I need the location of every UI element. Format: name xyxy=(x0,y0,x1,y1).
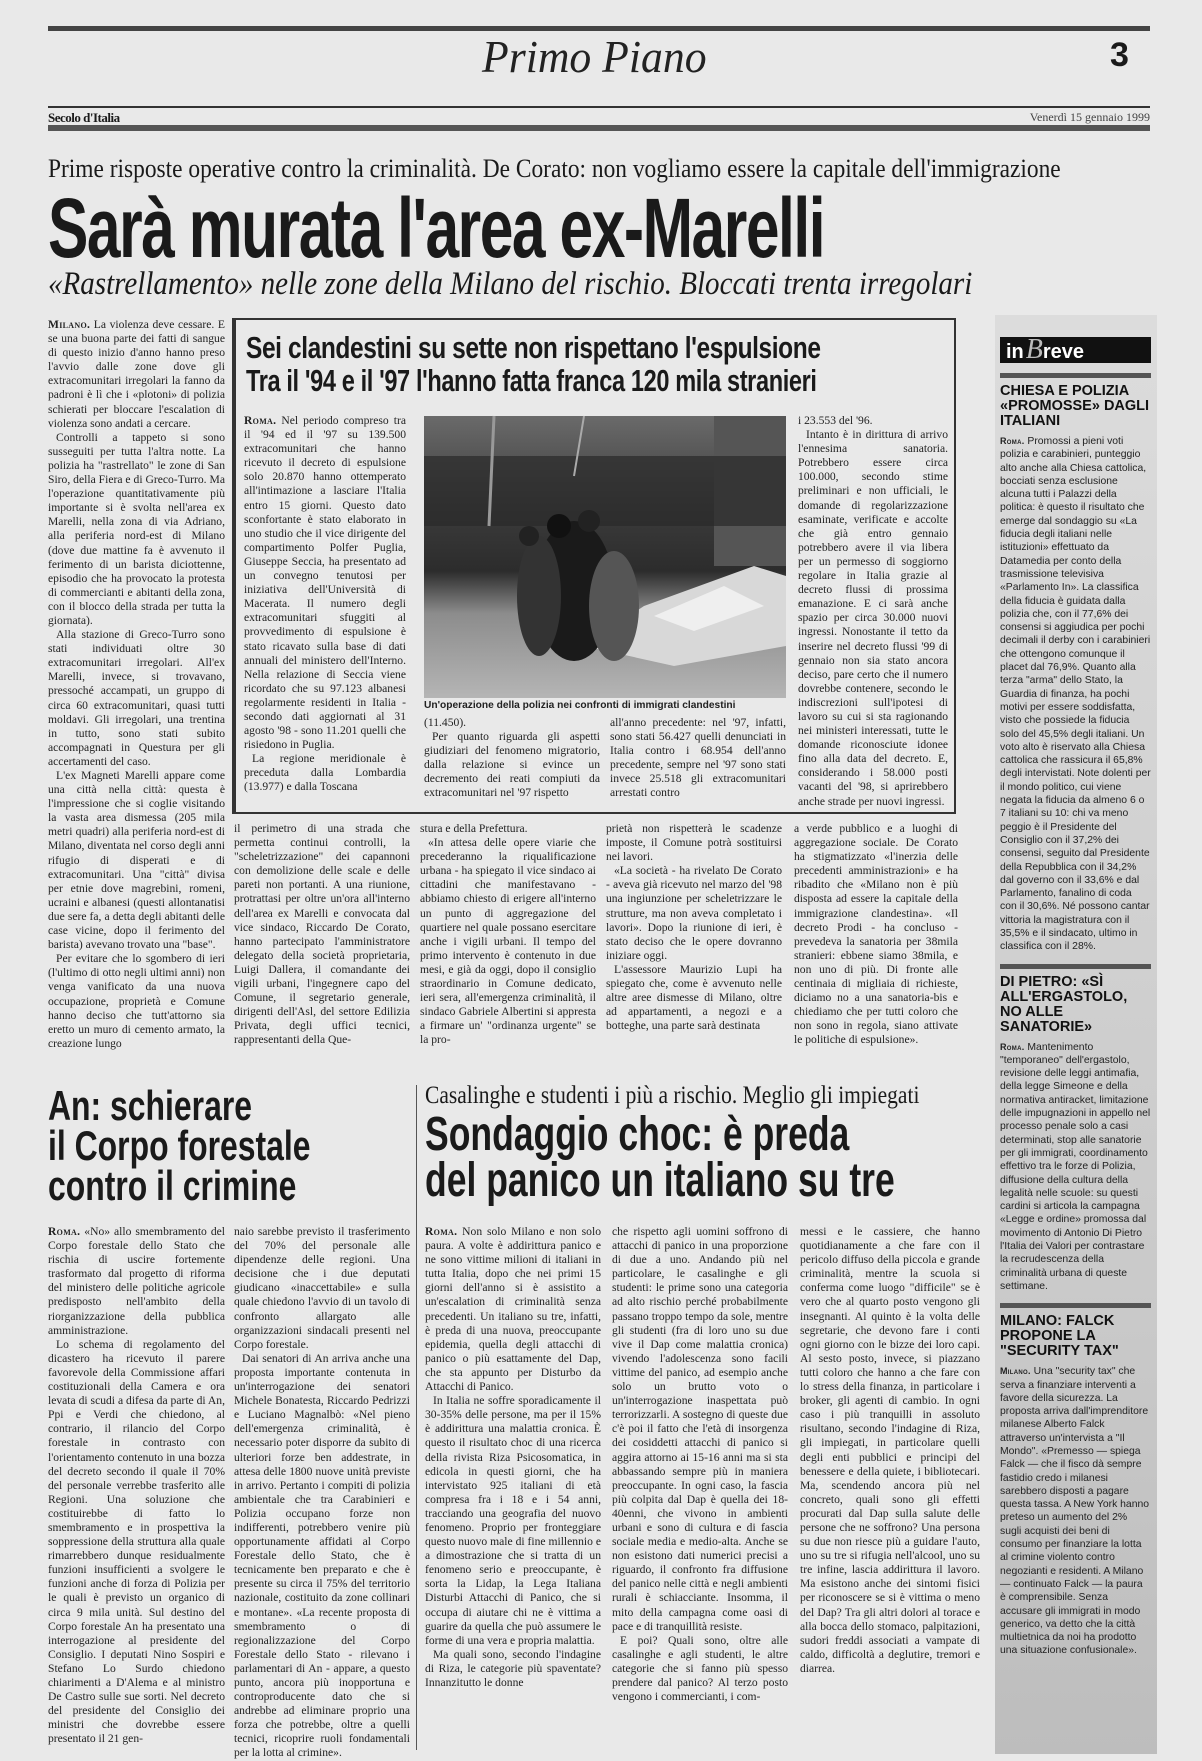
forestale-headline-line: il Corpo forestale xyxy=(48,1122,311,1169)
forestale-paragraph: «No» allo smembramento del Corpo forestale dello Stato che rischia di uscire fortemente trasformato dal progetto di riforma del ministero delle politiche agricole predisposto nell'ambito della riorganizzazione della pubblica amministrazione. xyxy=(48,1225,225,1337)
newspaper-name: Secolo d'Italia xyxy=(48,110,120,125)
section-title xyxy=(470,30,730,83)
sondaggio-paragraph: E poi? Quali sono, oltre alle casalinghe e agli studenti, le altre categorie che si fanno più spesso prendere dal panico? Al terzo posto vengono i commercianti, i com- xyxy=(612,1633,788,1704)
sondaggio-paragraph: In Italia ne soffre sporadicamente il 30-35% delle persone, ma per il 15% è addirittura una malattia cronica. È questo il risultato choc di una ricerca della rivista Riza Psicosomatica, in edicola in questi giorni, che ha intervistato 925 italiani di età compresa fra i 18 e i 54 anni, tracciando una geografia del nuovo fenomeno. Proprio per fronteggiare questo nuovo male di fine millennio e a dimostrazione che si tratta di un fenomeno serio e preoccupante, è sorta la Lidap, la Lega Italiana Disturbi Attacchi di Panico, che si occupa di aiutare chi ne è vittima a guarire da quella che può assumere le forme di una vera e propria malattia. xyxy=(425,1394,601,1647)
masthead-rule-bottom xyxy=(48,125,1150,131)
box-column-1 xyxy=(244,414,406,806)
sondaggio-column-3 xyxy=(800,1225,980,1750)
lead-deck-text: «Rastrellamento» nelle zone della Milano del rischio. Bloccati trenta irregolari xyxy=(48,266,973,302)
sondaggio-paragraph: messi e le cassiere, che hanno quotidianamente a che fare con il pericolo diffuso della piccola e grande criminalità, mentre la scuola si conferma come luogo "difficile" se è vero che al quarto posto vengono gli insegnanti. Al quinto è la volta delle segretarie, che devono fare i conti ogni giorno con le bizze dei loro capi. Al sesto posto, invece, si piazzano tutti coloro che hanno a che fare con lo stress della finanza, in particolare i broker, gli agenti di cambio. In ogni caso i più tranquilli in assoluto risultano, secondo l'indagine di Riza, gli impiegati, in particolare quelli degli enti pubblici e principi del benessere e della quiete, i bibliotecari. Ma, scendendo ancora più nel concreto, quali sono gli effetti procurati dal Dap sulla salute delle persone che ne soffrono? Una persona su due non riesce più a guidare l'auto, uno su tre si rifugia nell'alcool, uno su tre infine, lascia addirittura il lavoro. Ma esistono anche dei sintomi fisici per riconoscere se si è vittima o meno del Dap? Tra gli altri dolori al torace e alla bocca dello stomaco, palpitazioni, sudori freddi associati a vampate di caldo, difficoltà a deglutire, tremori e diarrea. xyxy=(800,1225,980,1675)
brief-title: DI PIETRO: «SÌ ALL'ERGASTOLO, NO ALLE SANATORIE» xyxy=(1000,973,1128,1035)
brief-body: Mantenimento "temporaneo" dell'ergastolo, revisione delle leggi antimafia, della legge Simeone e della normativa antiracket, limitazione delle impugnazioni in appello nel processo penale solo a casi determinati, stop alle sanatorie per gli immigrati, coordinamento effettivo tra le forze di Polizia, diffusione della cultura della legalità nelle scuole: su questi cardini si articola la campagna «Legge e ordine» promossa dal movimento di Antonio Di Pietro l'Italia dei Valori per contrastare la recrudescenza della criminalità urbana di queste settimane. xyxy=(1000,1041,1151,1292)
box-paragraph: all'anno precedente: nel '97, infatti, sono stati 56.427 quelli denunciati in Italia contro i 68.954 dell'anno precedente, sempre nel '97 sono stati invece 25.518 gli extracomunitari arrestati contro xyxy=(610,716,786,800)
lead-paragraph: Controlli a tappeto si sono susseguiti per tutta l'altra notte. La polizia ha "rastrellato" le zone di San Siro, della Fiera e di Greco-Turro. Ma l'operazione quantitativamente più importante si è svolta nell'area ex Marelli, nella zona di via Adriano, alla periferia nord-est di Milano (dove due mattine fa è avvenuto il ferimento di un barista diciottenne, episodio che ha provocato la protesta di commercianti e abitanti della zona, con il blocco della strada per tutta la giornata). xyxy=(48,430,225,627)
page-number: 3 xyxy=(1110,36,1129,74)
lead-paragraph: Per evitare che lo sgombero di ieri (l'ultimo di otto negli ultimi anni) non venga vanificato da una nuova occupazione, proprietà e Comune hanno deciso che tutt'attorno sia eretto un muro di cemento armato, la creazione lungo xyxy=(48,952,225,1050)
lead-paragraph: «In attesa delle opere viarie che precederanno la riqualificazione urbana - ha spiegato il vice sindaco ai cittadini che manifestavano - abbiamo chiesto di erigere all'interno un punto di aggregazione del quartiere nel quale possano esercitare anche i vigili urbani. Il tempo del primo intervento è contenuto in due mesi, e già da oggi, dopo il consiglio straordinario in Comune dedicato, ieri sera, all'emergenza criminalità, il sindaco Gabriele Albertini si appresta a firmare un' "ordinanza urgente" se la pro- xyxy=(420,836,596,1047)
lead-column-4 xyxy=(606,822,782,1064)
lead-paragraph: La violenza deve cessare. E se una buona parte dei fatti di sangue di questo inizio d'anno hanno preso l'avvio dalle zone dove gli extracomunitari irregolari la fanno da padroni è lì che i «plotoni» di polizia schierati per bloccare l'escalation di violenza sono andati a cercare. xyxy=(48,318,225,430)
lead-paragraph: Alla stazione di Greco-Turro sono stati individuati oltre 30 extracomunitari irregolari. All'ex Marelli, invece, si trovavano, pressoché accampati, un gruppo di circa 60 extracomunitari, quasi tutti moldavi. Gli irregolari, una trentina in tutto, sono stati subito accompagnati in Questura per gli accertamenti del caso. xyxy=(48,628,225,768)
box-paragraph: La regione meridionale è preceduta dalla Lombardia (13.977) e dalla Toscana xyxy=(244,752,406,794)
sidebar-divider xyxy=(1000,1303,1151,1308)
police-operation-photo xyxy=(424,416,786,698)
sondaggio-column-1 xyxy=(425,1225,601,1750)
forestale-paragraph: naio sarebbe previsto il trasferimento del 70% del personale alle dipendenze delle regioni. Una decisione che i due deputati giudicano «inaccettabile» e sulla quale chiedono l'avvio di un tavolo di confronto allargato alle organizzazioni sindacali presenti nel Corpo forestale. xyxy=(234,1225,410,1351)
box-column-3 xyxy=(610,716,786,808)
in-breve-logo xyxy=(1000,334,1151,365)
box-headline-1 xyxy=(246,330,973,366)
brief-dateline: Roma. xyxy=(1000,436,1025,446)
brief-dateline: Milano. xyxy=(1000,1366,1031,1377)
forestale-headline-line: contro il crimine xyxy=(48,1162,297,1209)
brief-text xyxy=(1000,435,1151,954)
sidebar-divider xyxy=(1000,373,1151,378)
sondaggio-paragraph: che rispetto agli uomini soffrono di attacchi di panico in una proporzione di due a uno. Andando più nel particolare, le casalinghe e gli studenti: le prime sono una categoria ad alto rischio perché probabilmente passano troppo tempo da sole, mentre gli studenti (fra di loro uno su due vive il Dap come malattia cronica) vivendo l'adolescenza sono facili vittime del panico, ad esempio anche solo un brutto voto o un'interrogazione inaspettata può terrorizzarli. A sostegno di queste due c'è poi il fatto che l'età di insorgenza dei cosiddetti attacchi di panico si aggira attorno ai 15-16 anni ma si sta abbassando sempre più in maniera preoccupante. In ogni caso, la fascia più colpita dal Dap è quella dei 18-40enni, che vivono in ambienti urbani e sono di cultura e di fascia sociale media e medio-alta. Anche se non esistono dati numerici precisi a riguardo, il confronto fra diffusione del panico nelle città e negli ambienti rurali è schiacciante. Insomma, il mito della campagna come oasi di pace e di tranquillità resiste. xyxy=(612,1225,788,1633)
forestale-column-2 xyxy=(234,1225,410,1760)
lead-paragraph: prietà non rispetterà le scadenze imposte, il Comune potrà sostituirsi nei lavori. xyxy=(606,822,782,864)
section-title-text: Primo Piano xyxy=(481,31,707,82)
sondaggio-paragraph: Non solo Milano e non solo paura. A volte è addirittura panico e ne sono vittime milioni di italiani in tutta Italia, dopo che nei primi 15 giorni dell'anno si è assistito a un'escalation di criminalità senza precedenti. Un italiano su tre, infatti, è preda di una nuova, preoccupante epidemia, quella degli attacchi di panico o più esattamente del Dap, che sta appunto per Disturbo da Attacchi di Panico. xyxy=(425,1225,601,1394)
lead-column-2 xyxy=(234,822,410,1064)
box-paragraph: Intanto è in dirittura di arrivo l'ennesima sanatoria. Potrebbero essere circa 100.000, secondo stime preliminari e non ufficiali, le domande di regolarizzazione esaminate, verificate e accolte che già entro gennaio potrebbero avere il via libera per un permesso di soggiorno regolare in Italia grazie al decreto flussi di prossima emanazione. E ci sarà anche spazio per circa 30.000 nuovi ingressi. Nonostante il tetto da inserire nel decreto flussi '99 di gennaio non sia stato ancora deciso, pare certo che il numero dovrebbe contenere, secondo le indiscrezioni sull'ipotesi di lavoro su cui si sta ragionando nei ministeri interessati, tutte le domande riconosciute idonee fino alla data del decreto. E, considerando i 58.000 posti vacanti del '98, si aprirebbero anche strade per nuovi ingressi. xyxy=(798,428,948,808)
lead-paragraph: il perimetro di una strada che permetta continui controlli, la "scheletrizzazione" dei capannoni con demolizione delle scale e delle pareti non portanti. A una riunione, protrattasi per oltre un'ora all'interno dell'area ex Marelli e convocata dal vice sindaco, Riccardo De Corato, hanno partecipato l'amministratore delegato della società proprietaria, Luigi Dallera, il comandante dei vigili urbani, l'ingegnere capo del Comune, il segretario generale, dirigenti dell'Asl, del settore Edilizia Privata, degli uffici tecnici, rappresentanti della Que- xyxy=(234,822,410,1047)
lead-paragraph: L'assessore Maurizio Lupi ha spiegato che, come è avvenuto nelle altre aree dismesse di Milano, oltre ad appartamenti, a negozi e a botteghe, una parte sarà destinata xyxy=(606,962,782,1033)
lead-paragraph: a verde pubblico e a luoghi di aggregazione sociale. De Corato ha stigmatizzato «l'inerzia delle precedenti amministrazioni» e ha ribadito che «Milano non è più disposta ad essere la capitale della immigrazione clandestina». «Il decreto Prodi - ha concluso - prevedeva la sanatoria per 38mila stranieri: ebbene siamo 38mila, e non uno di più. Di fronte alle centinaia di migliaia di richieste, diciamo no a una sanatoria-bis e chiediamo che per tutti coloro che non sono in regola, siano attivate le politiche di espulsione». xyxy=(794,822,958,1047)
lead-column-1 xyxy=(48,318,225,1064)
forestale-dateline: Roma. xyxy=(48,1225,81,1238)
lead-kicker-text: Prime risposte operative contro la criminalità. De Corato: non vogliamo essere la capitale dell'immigrazione xyxy=(48,154,1061,183)
lead-headline-text: Sarà murata l'area ex-Marelli xyxy=(48,181,825,275)
box-dateline: Roma. xyxy=(244,414,277,427)
brief-title: MILANO: FALCK PROPONE LA "SECURITY TAX" xyxy=(1000,1313,1119,1360)
lead-column-3 xyxy=(420,822,596,1064)
forestale-headline xyxy=(48,1082,393,1209)
brief-body: Una "security tax" che serva a finanziare interventi a favore della sicurezza. La proposta arriva dall'imprenditore milanese Alberto Falck attraverso un'intervista a "Il Mondo". «Premesso — spiega Falck — che il fisco dà sempre fastidio credo i milanesi sarebbero disposti a pagare questa tassa. A New York hanno preteso un aumento del 2% sugli acquisti dei beni di consumo per finanziare la lotta al crimine violento contro negozianti e residenti. A Milano — continuato Falck — la paura è comprensibile. Senza accusare gli immigrati in modo generico, va detto che la città multietnica da noi ha prodotto una situazione confusionale». xyxy=(1000,1366,1150,1657)
lead-dateline: Milano. xyxy=(48,318,91,331)
logo-breve: Breve xyxy=(1025,334,1085,365)
photo-caption: Un'operazione della polizia nei confronti di immigrati clandestini xyxy=(424,700,736,711)
box-paragraph: Nel periodo compreso tra il '94 ed il '97 su 139.500 extracomunitari che hanno ricevuto il decreto di espulsione solo 20.870 hanno ottemperato all'intimazione a lasciare l'Italia entro 15 giorni. Questo dato sconfortante è stato elaborato in uno studio che il vice dirigente del compartimento Polfer Puglia, Giuseppe Seccia, ha presentato ad un convegno tenutosi per iniziativa dell'Università di Macerata. Il numero degli extracomunitari sfuggiti al provvedimento di espulsione è stato ricavato sulla base di dati annuali del ministero dell'Interno. Nella relazione di Seccia viene ricordato che su 97.123 albanesi regolarmente residenti in Italia - secondo dati aggiornati al 31 agosto '98 - sono 11.201 quelli che risiedono in Puglia. xyxy=(244,414,406,752)
lead-deck xyxy=(48,266,1098,303)
box-paragraph: Per quanto riguarda gli aspetti giudiziari del fenomeno migratorio, dalla relazione si evince un decremento dei reati compiuti da extracomunitari nel '97 rispetto xyxy=(424,730,600,800)
box-headline-2 xyxy=(246,363,997,399)
box-headline-2-text: Tra il '94 e il '97 l'hanno fatta franca 120 mila stranieri xyxy=(246,363,817,398)
sondaggio-headline xyxy=(425,1108,1060,1207)
forestale-paragraph: Dai senatori di An arriva anche una proposta importante contenuta in un'interrogazione dei senatori Michele Bonatesta, Riccardo Pedrizzi e Luciano Magnalbò: «Nel pieno dell'emergenza criminalità, è necessario poter disporre da subito di ulteriori forze ben addestrate, in attesa delle 1800 nuove unità previste in arrivo. Pertanto i compiti di polizia ambientale che tra Carabinieri e Polizia occupano forze non indifferenti, potrebbero venire più opportunamente affidati al Corpo Forestale dello Stato, che è tecnicamente ben preparato e che è presente su circa il 75% del territorio nazionale, costituito da zone collinari e montane». «La recente proposta di smembramento o di regionalizzazione del Corpo Forestale dello Stato - rilevano i parlamentari di An - appare, a questo punto, ancora più inopportuna e controproducente dato che si andrebbe ad eliminare proprio una forza che potrebbe, oltre a quelli tecnici, ricoprire ruoli fondamentali per la lotta al crimine». xyxy=(234,1351,410,1760)
box-headline-1-text: Sei clandestini su sette non rispettano l'espulsione xyxy=(246,330,821,365)
brief-text xyxy=(1000,1365,1151,1658)
sondaggio-kicker-text: Casalinghe e studenti i più a rischio. Meglio gli impiegati xyxy=(425,1082,920,1109)
lead-paragraph: «La società - ha rivelato De Corato - aveva già ricevuto nel marzo del '98 una ingiunzione per scheletrizzare le strutture, ma non aveva completato i lavori». Dopo la riunione di ieri, è stato deciso che le opere dovranno iniziare oggi. xyxy=(606,864,782,962)
sidebar-divider xyxy=(1000,964,1151,969)
box-paragraph: i 23.553 del '96. xyxy=(798,414,873,427)
sondaggio-paragraph: Ma quali sono, secondo l'indagine di Riza, le categorie più spaventate? Innanzitutto le donne xyxy=(425,1647,601,1689)
forestale-headline-line: An: schierare xyxy=(48,1082,253,1129)
forestale-paragraph: Lo schema di regolamento del dicastero ha ricevuto il parere favorevole della Commissione affari costituzionali della Camera e ora levata di scudi a difesa da parte di An, Ppi e Verdi che chiedono, al contrario, il rilancio del Corpo forestale in contrasto con l'orientamento contenuto in una bozza del decreto secondo il quale il 70% del personale verrebbe trasferito alle Regioni. Una soluzione che costituirebbe di fatto lo smembramento e in prospettiva la soppressione della struttura alla quale rimarrebbero dunque residualmente funzioni insufficienti a svolgere le funzioni anche di forza di Polizia per le quali è previsto un organico di circa 9 mila unità. Sul destino del Corpo forestale An ha presentato una interrogazione al presidente del Consiglio. I deputati Nino Sospiri e Stefano Lo Surdo chiedono chiarimenti a D'Alema e al ministro De Castro sulle sue sorti. Nel decreto del presidente del Consiglio dei ministri che dovrebbe essere presentato il 21 gen- xyxy=(48,1337,225,1746)
box-column-2 xyxy=(424,716,600,808)
sondaggio-kicker xyxy=(425,1082,1000,1110)
brief-body: Promossi a pieni voti polizia e carabinieri, punteggio alto anche alla Chiesa cattolica, bocciati senza esclusione alcuna tutti i Palazzi della politica: è questo il risultato che emerge dal sondaggio su «La fiducia degli italiani nelle istituzioni» effettuato da Datamedia per conto della trasmissione televisiva «Parlamento In». La classifica della fiducia è guidata dalla polizia che, con il 77,6% dei consensi si aggiudica per pochi decimali il derby con i carabinieri che ottengono comunque il placet dal 76,9%. Quanto alla terza "arma" dello Stato, la Guardia di finanza, ha pochi motivi per essere soddisfatta, visto che possiede la fiducia solo del 45,5% degli italiani. Un voto alto è riservato alla Chiesa cattolica che rassicura il 65,8% degli intervistati. Note dolenti per il mondo politico, cui viene negata la fiducia da almeno 6 o 7 italiani su 10: chi va meno peggio è il Presidente del Consiglio con il 37,2% dei consensi, seguito dal Presidente della Repubblica con il 34,2% dal governo con il 33,6% e dal Parlamento, fanalino di coda con il 30,6%. Né possono cantar vittoria la magistratura con il 35,5% e il sindacato, ultimo in classifica con il 28%. xyxy=(1000,436,1151,953)
masthead-rule xyxy=(48,106,1150,108)
news-photo xyxy=(424,416,786,698)
lead-paragraph: stura e della Prefettura. xyxy=(420,822,528,835)
issue-date: Venerdì 15 gennaio 1999 xyxy=(1029,110,1150,124)
box-paragraph: (11.450). xyxy=(424,716,467,729)
brief-dateline: Roma. xyxy=(1000,1041,1025,1052)
lead-headline xyxy=(48,180,1126,277)
lead-paragraph: L'ex Magneti Marelli appare come una città nella città: questa è l'impressione che si coglie visitando la vasta area dismessa (205 mila metri quadri) alla periferia nord-est di Milano, diventata nel corso degli anni rifugio di disperati e di extracomunitari. Una "città" divisa per etnie dove magrebini, romeni, ucraini e albanesi (questi allontanatisi due sere fa, a detta degli abitanti delle case vicine, dopo il ferimento del barista) avevano trovato una "base". xyxy=(48,769,225,952)
article-divider xyxy=(416,1085,417,1750)
in-breve-sidebar xyxy=(995,315,1157,1754)
sondaggio-dateline: Roma. xyxy=(425,1225,458,1238)
logo-in: in xyxy=(1006,341,1024,363)
forestale-column-1 xyxy=(48,1225,225,1750)
sondaggio-headline-line: del panico un italiano su tre xyxy=(425,1154,895,1207)
brief-title: CHIESA E POLIZIA «PROMOSSE» DAGLI ITALIANI xyxy=(1000,383,1150,429)
sondaggio-headline-line: Sondaggio choc: è preda xyxy=(425,1108,850,1161)
box-column-4 xyxy=(798,414,948,808)
sondaggio-column-2 xyxy=(612,1225,788,1750)
lead-column-5 xyxy=(794,822,958,1064)
brief-text xyxy=(1000,1041,1151,1294)
